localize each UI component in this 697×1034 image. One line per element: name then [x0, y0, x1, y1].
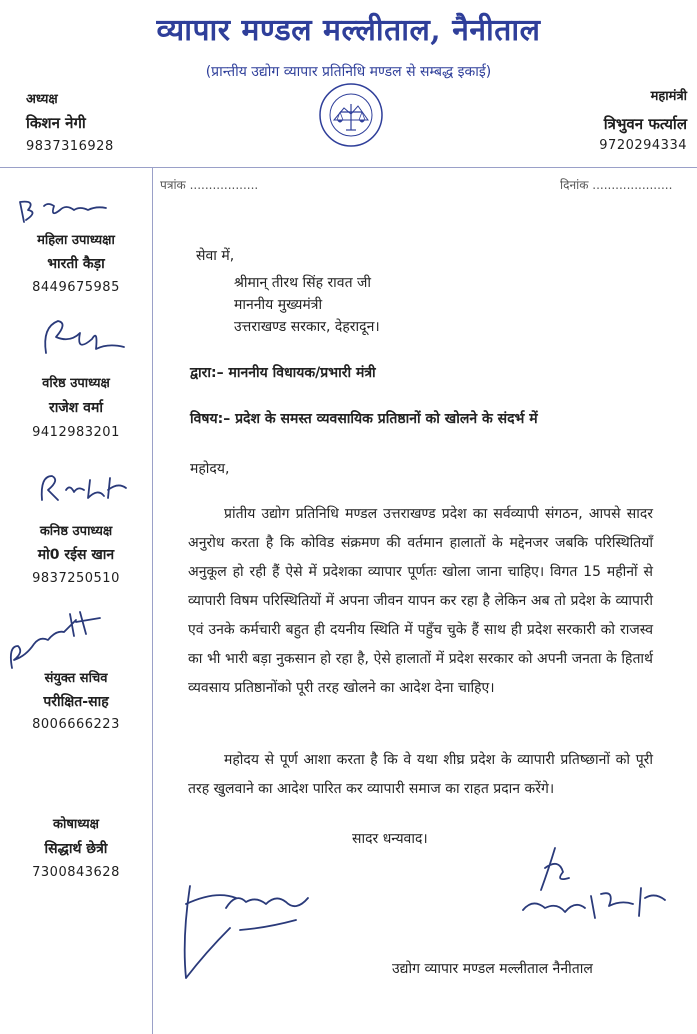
footer-organization: उद्योग व्यापार मण्डल मल्लीताल नैनीताल — [392, 961, 593, 977]
organization-title: व्यापार मण्डल मल्लीताल, नैनीताल — [156, 13, 541, 48]
sidebar-phone: 8449675985 — [32, 280, 120, 295]
sidebar-name: परीक्षित-साह — [43, 694, 109, 710]
sidebar-name: भारती कैड़ा — [47, 256, 105, 272]
sidebar-phone: 8006666223 — [32, 717, 120, 732]
subject-line: विषय:– प्रदेश के समस्त व्यवसायिक प्रतिष्ठानों को खोलने के संदर्भ में — [190, 411, 538, 427]
sidebar-role: महिला उपाध्यक्षा — [37, 233, 115, 248]
paragraph-1: प्रांतीय उद्योग प्रतिनिधि मण्डल उत्तराखण्ड प्रदेश का सर्वव्यापी संगठन, आपसे सादर अनुरोध करता है कि कोविड संक्रमण की वर्तमान हालातों के मद्देनजर जबकि परिस्थितियाँ अनुकूल हो रही हैं ऐसे में प्रदेशका व्यापार पूर्णतः खोला जाना चाहिए। विगत 15 महीनों से व्यापारी विषम परिस्थितियों में अपना जीवन यापन कर रहा है लेकिन अब तो प्रदेश के व्यापारी एवं उनके कर्मचारी बहुत ही दयनीय स्थिति में पहुँच चुके हैं साथ ही प्रदेश सरकारी को राजस्व का भी भारी बड़ा नुकसान हो रहा है, ऐसे हालातों में प्रदेश सरकार को अपनी जनता के हितार्थ व्यवसाय प्रतिष्ठानोंको पूरी तरह खोलने का आदेश देना चाहिए। — [188, 506, 653, 696]
signature-left — [176, 868, 326, 990]
president-phone: 9837316928 — [26, 139, 114, 154]
signature-rais — [36, 470, 136, 506]
signature-rajesh — [36, 313, 132, 363]
general-secretary-role: महामंत्री — [650, 89, 687, 104]
recipient-line: माननीय मुख्यमंत्री — [234, 297, 323, 313]
sidebar-role: संयुक्त सचिव — [44, 671, 108, 686]
header-divider — [0, 167, 697, 168]
sidebar-role: कोषाध्यक्ष — [53, 817, 99, 832]
sidebar-name: राजेश वर्मा — [49, 400, 103, 416]
president-name: किशन नेगी — [26, 114, 86, 132]
sidebar-divider — [152, 167, 153, 1034]
sidebar-role: कनिष्ठ उपाध्यक्ष — [39, 524, 113, 539]
greeting: महोदय, — [190, 461, 230, 477]
salutation-to: सेवा में, — [196, 248, 235, 264]
paragraph-2: महोदय से पूर्ण आशा करता है कि वे यथा शीघ्र प्रदेश के व्यापारी प्रतिष्छानों को पूरी तरह खुलवाने का आदेश पारित कर व्यापारी समाज का राहत प्रदान करेंगे। — [188, 752, 653, 797]
recipient-line: श्रीमान् तीरथ सिंह रावत जी — [234, 275, 372, 291]
sidebar-phone: 9412983201 — [32, 425, 120, 440]
closing: सादर धन्यवाद। — [352, 831, 428, 847]
signature-right — [505, 838, 675, 924]
sidebar-phone: 9837250510 — [32, 571, 120, 586]
recipient-line: उत्तराखण्ड सरकार, देहरादून। — [234, 319, 380, 335]
reference-number-label: पत्रांक .................. — [160, 178, 259, 192]
affiliation-line: (प्रान्तीय उद्योग व्यापार प्रतिनिधि मण्डल से सम्बद्ध इकाई) — [205, 64, 492, 80]
sidebar-phone: 7300843628 — [32, 865, 120, 880]
president-role: अध्यक्ष — [26, 92, 58, 107]
general-secretary-phone: 9720294334 — [599, 138, 687, 153]
scales-seal-icon — [318, 82, 384, 148]
via-line: द्वारा:– माननीय विधायक/प्रभारी मंत्री — [190, 365, 376, 381]
signature-parikshit — [4, 606, 114, 676]
date-label: दिनांक ..................... — [560, 178, 673, 192]
sidebar-name: सिद्धार्थ छेत्री — [44, 841, 108, 857]
general-secretary-name: त्रिभुवन फर्त्याल — [603, 115, 687, 133]
sidebar-role: वरिष्ठ उपाध्यक्ष — [42, 376, 110, 391]
signature-bharti — [14, 196, 124, 228]
sidebar-name: मो0 रईस खान — [37, 547, 115, 563]
